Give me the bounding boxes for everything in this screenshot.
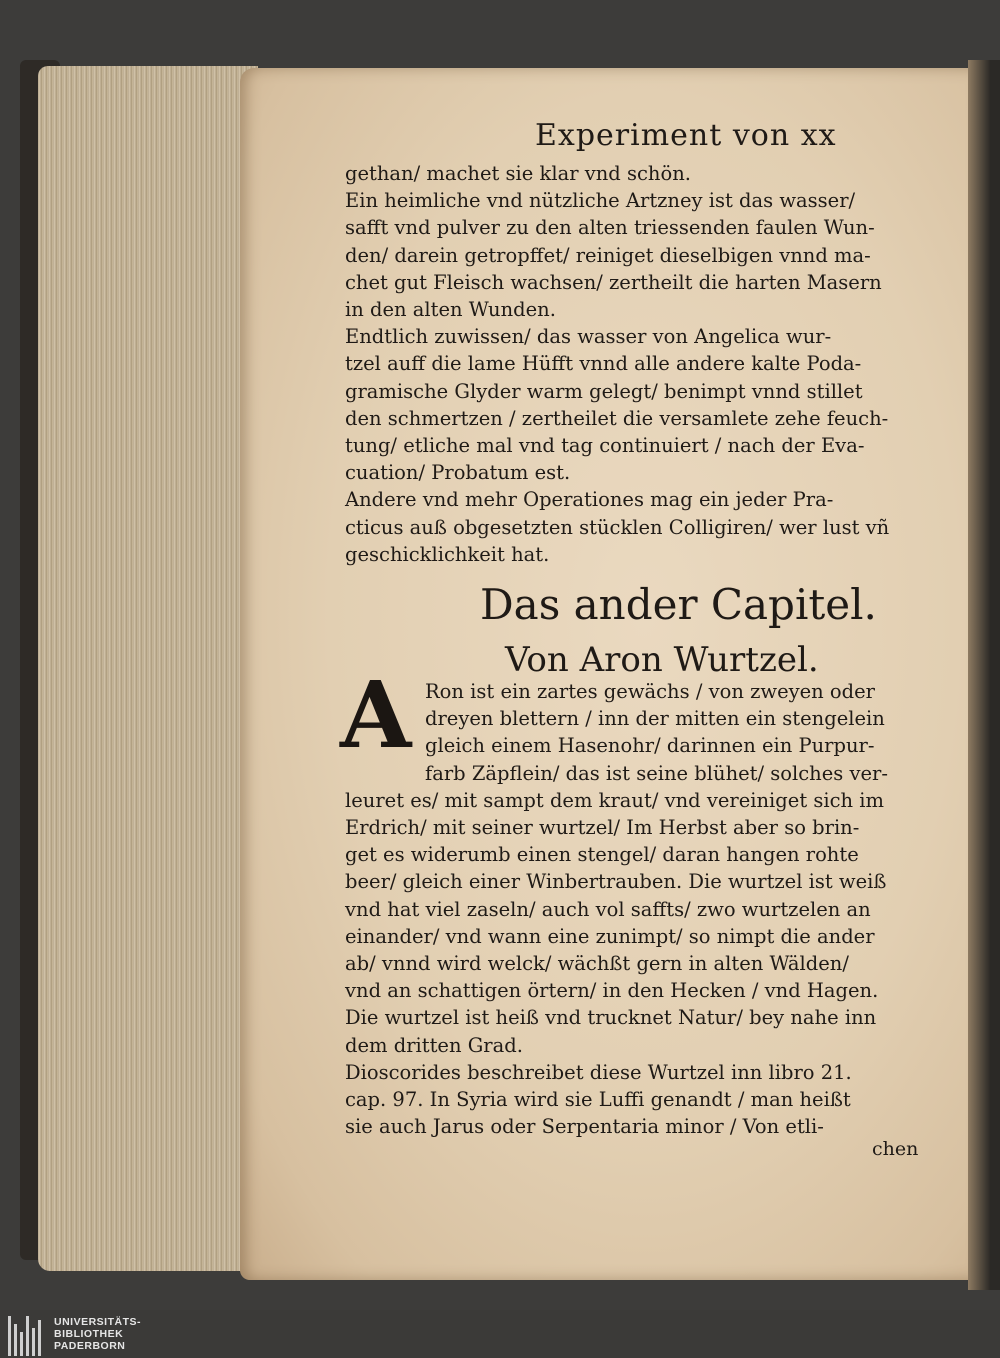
text-line: gramische Glyder warm gelegt/ benimpt vnnd stillet <box>345 379 863 403</box>
paragraph <box>345 1059 940 1141</box>
text-line: cuation/ Probatum est. <box>345 461 571 485</box>
book-gutter <box>968 60 1000 1290</box>
text-line: gleich einem Hasenohr/ darinnen ein Purpur- <box>425 734 875 758</box>
footer-bar <box>0 1310 1000 1358</box>
text-line: einander/ vnd wann eine zunimpt/ so nimpt die ander <box>345 924 875 948</box>
chapter-title: Das ander Capitel. <box>480 580 877 629</box>
text-line: Die wurtzel ist heiß vnd trucknet Natur/ bey nahe inn <box>345 1006 877 1030</box>
running-header: Experiment von xx <box>535 118 837 153</box>
paragraph <box>345 160 940 187</box>
catchword: chen <box>872 1138 919 1160</box>
text-line: dreyen blettern / inn der mitten ein stengelein <box>425 707 885 731</box>
text-line: chet gut Fleisch wachsen/ zertheilt die harten Masern <box>345 270 882 294</box>
library-name: UNIVERSITÄTS- BIBLIOTHEK PADERBORN <box>54 1316 142 1352</box>
text-block-bottom <box>345 678 940 1140</box>
text-line: vnd hat viel zaseln/ auch vol saffts/ zwo wurtzelen an <box>345 897 871 921</box>
text-line: gethan/ machet sie klar vnd schön. <box>345 162 691 185</box>
text-line: dem dritten Grad. <box>345 1033 523 1057</box>
page-edges <box>38 66 258 1271</box>
paragraph <box>345 678 940 1059</box>
text-line: Dioscorides beschreibet diese Wurtzel inn libro 21. <box>345 1060 852 1084</box>
text-line: Andere vnd mehr Operationes mag ein jeder Pra- <box>345 488 834 512</box>
text-block-top <box>345 160 940 568</box>
text-line: vnd an schattigen örtern/ in den Hecken / vnd Hagen. <box>345 979 879 1003</box>
text-line: safft vnd pulver zu den alten triessenden faulen Wun- <box>345 216 875 240</box>
drop-cap: A <box>340 661 412 769</box>
text-line: tzel auff die lame Hüfft vnnd alle andere kalte Poda- <box>345 352 862 376</box>
text-line: sie auch Jarus oder Serpentaria minor / Von etli- <box>345 1115 824 1139</box>
text-line: in den alten Wunden. <box>345 298 556 322</box>
paragraph <box>345 486 940 568</box>
text-line: ab/ vnnd wird welck/ wächßt gern in alten Wälden/ <box>345 952 849 976</box>
text-line: Ein heimliche vnd nützliche Artzney ist das wasser/ <box>345 189 856 213</box>
text-line: Ron ist ein zartes gewächs / von zweyen oder <box>425 680 876 703</box>
library-logo-icon <box>8 1316 48 1356</box>
text-line: get es widerumb einen stengel/ daran hangen rohte <box>345 843 859 867</box>
paragraph <box>345 323 940 486</box>
text-line: beer/ gleich einer Winbertrauben. Die wurtzel ist weiß <box>345 870 887 894</box>
text-line: cap. 97. In Syria wird sie Luffi genandt / man heißt <box>345 1088 851 1112</box>
text-line: leuret es/ mit sampt dem kraut/ vnd vereiniget sich im <box>345 788 885 812</box>
text-line: farb Zäpflein/ das ist seine blühet/ solches ver- <box>425 761 888 785</box>
text-line: cticus auß obgesetzten stücklen Colligiren/ wer lust vñ <box>345 515 890 539</box>
paragraph <box>345 187 940 323</box>
text-line: Erdrich/ mit seiner wurtzel/ Im Herbst aber so brin- <box>345 816 860 840</box>
section-title: Von Aron Wurtzel. <box>505 640 819 680</box>
text-line: den schmertzen / zertheilet die versamlete zehe feuch- <box>345 406 889 430</box>
text-line: den/ darein getropffet/ reiniget dieselbigen vnnd ma- <box>345 243 871 267</box>
text-line: geschicklichkeit hat. <box>345 542 550 566</box>
text-line: tung/ etliche mal vnd tag continuiert / nach der Eva- <box>345 434 865 458</box>
text-line: Endtlich zuwissen/ das wasser von Angelica wur- <box>345 325 832 349</box>
